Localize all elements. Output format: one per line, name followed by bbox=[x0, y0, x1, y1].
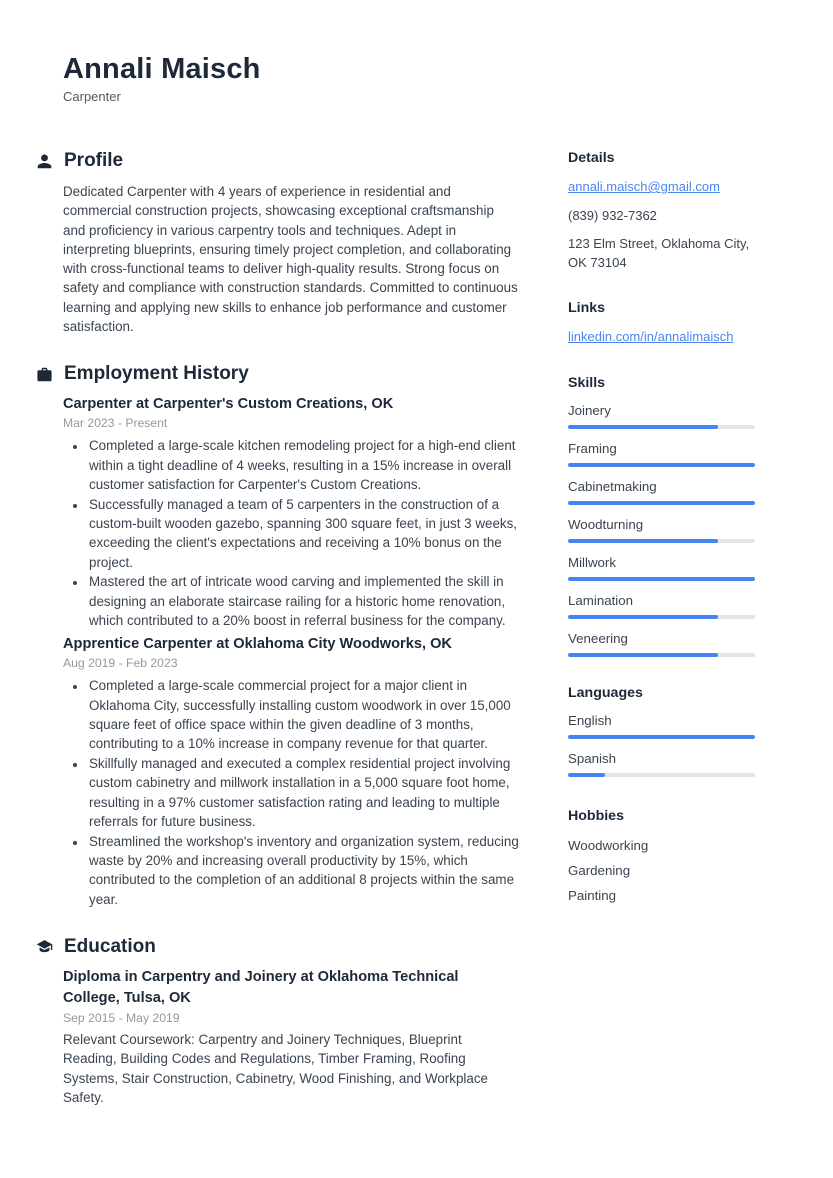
skill-item bbox=[568, 403, 755, 429]
skills-heading: Skills bbox=[568, 374, 606, 391]
education-heading bbox=[36, 936, 519, 958]
candidate-title: Carpenter bbox=[63, 89, 121, 104]
linkedin-link[interactable]: linkedin.com/in/annalimaisch bbox=[568, 329, 734, 344]
language-label: Spanish bbox=[568, 750, 617, 766]
details-heading: Details bbox=[568, 150, 615, 166]
profile-text: Dedicated Carpenter with 4 years of experience in residential and commercial construction projects, showcasing exceptional craftsmanship and proficiency in various carpentry tools and techniques. Adept in interpreting blueprints, ensuring timely project completion, and collaborating with cross-functional teams to deliver high-quality results. Strong focus on safety and compliance with construction standards. Committed to continuous learning and applying new skills to enhance job performance and customer satisfaction. bbox=[63, 184, 518, 335]
skill-bar-track bbox=[568, 501, 755, 505]
job-bullet: • Mastered the art of intricate wood carving and implemented the skill in designing an elaborate staircase railing for a historic home renovation, which contributed to a 20% boost in referral business for the company. bbox=[87, 572, 519, 630]
language-bar-track bbox=[568, 735, 755, 739]
skill-item bbox=[568, 479, 755, 505]
graduation-cap-icon bbox=[36, 938, 53, 955]
job-title: Apprentice Carpenter at Oklahoma City Woodworks, OK bbox=[63, 636, 452, 653]
skill-bar-track bbox=[568, 577, 755, 581]
sidebar-hobbies bbox=[568, 808, 755, 908]
skill-item bbox=[568, 593, 755, 619]
hobbies-heading: Hobbies bbox=[568, 807, 624, 824]
header bbox=[63, 52, 755, 104]
skill-bar-fill bbox=[568, 463, 755, 467]
skill-item bbox=[568, 441, 755, 467]
section-profile bbox=[36, 150, 519, 336]
language-item bbox=[568, 751, 755, 777]
skill-bar-fill bbox=[568, 653, 718, 657]
education-description: Relevant Coursework: Carpentry and Joinery Techniques, Blueprint Reading, Building Codes and Regulations, Timber Framing, Roofing Systems, Stair Construction, Cabinetry, Wood Finishing, and Workplace Safety. bbox=[63, 1031, 488, 1105]
skill-label: Woodturning bbox=[568, 516, 644, 532]
language-label: English bbox=[568, 712, 612, 728]
candidate-name: Annali Maisch bbox=[63, 53, 261, 85]
briefcase-icon bbox=[36, 366, 53, 383]
job-dates: Aug 2019 - Feb 2023 bbox=[63, 656, 178, 671]
job-entry bbox=[63, 394, 519, 630]
language-bar-fill bbox=[568, 735, 755, 739]
main-column bbox=[36, 150, 519, 1134]
skill-bar-track bbox=[568, 539, 755, 543]
language-bar-track bbox=[568, 773, 755, 777]
job-bullet-list bbox=[63, 436, 519, 630]
skill-bar-track bbox=[568, 425, 755, 429]
skill-bar-fill bbox=[568, 539, 718, 543]
email-link[interactable]: annali.maisch@gmail.com bbox=[568, 179, 720, 194]
employment-heading bbox=[36, 363, 519, 385]
section-education bbox=[36, 936, 519, 1107]
job-entry bbox=[63, 634, 519, 909]
sidebar-links bbox=[568, 300, 755, 347]
skill-item bbox=[568, 631, 755, 657]
hobby-item: Woodworking bbox=[568, 837, 649, 853]
hobby-item: Gardening bbox=[568, 862, 631, 878]
skill-label: Millwork bbox=[568, 554, 617, 570]
skill-label: Lamination bbox=[568, 592, 634, 608]
skill-label: Framing bbox=[568, 440, 617, 456]
person-icon bbox=[36, 153, 53, 170]
job-bullet: • Completed a large-scale kitchen remodeling project for a high-end client within a tight deadline of 4 weeks, resulting in a 15% increase in overall customer satisfaction for Carpenter's Custom Creations. bbox=[87, 436, 519, 494]
job-bullet: • Streamlined the workshop's inventory and organization system, reducing waste by 20% and increasing overall productivity by 15%, which contributed to the completion of an additional 8 projects within the same year. bbox=[87, 832, 519, 909]
employment-heading-label: Employment History bbox=[64, 363, 249, 385]
language-bar-fill bbox=[568, 773, 605, 777]
skill-label: Joinery bbox=[568, 402, 611, 418]
sidebar-skills bbox=[568, 375, 755, 657]
skill-bar-fill bbox=[568, 501, 755, 505]
job-bullet: • Completed a large-scale commercial project for a major client in Oklahoma City, successfully installing custom woodwork in over 15,000 square feet of office space within the given deadline of 3 months, contributing to a 10% increase in company revenue for that quarter. bbox=[87, 676, 519, 753]
profile-heading bbox=[36, 150, 519, 172]
education-heading-label: Education bbox=[64, 935, 156, 957]
skill-item bbox=[568, 555, 755, 581]
skill-bar-track bbox=[568, 463, 755, 467]
skill-bar-track bbox=[568, 615, 755, 619]
education-degree: Diploma in Carpentry and Joinery at Oklahoma Technical College, Tulsa, OK bbox=[63, 968, 459, 1006]
profile-heading-label: Profile bbox=[64, 150, 124, 171]
sidebar-details bbox=[568, 150, 755, 272]
education-dates: Sep 2015 - May 2019 bbox=[63, 1010, 180, 1025]
phone-number: (839) 932-7362 bbox=[568, 207, 657, 223]
section-employment bbox=[36, 363, 519, 909]
job-bullet: • Successfully managed a team of 5 carpenters in the construction of a custom-built wooden gazebo, spanning 300 square feet, in just 3 weeks, exceeding the client's expectations and receiving a 10% bonus on the project. bbox=[87, 495, 519, 572]
job-bullet: • Skillfully managed and executed a complex residential project involving custom cabinetry and millwork installation in a 5,000 square foot home, resulting in a 97% customer satisfaction rating and leading to multiple referrals for future business. bbox=[87, 754, 519, 831]
skill-bar-fill bbox=[568, 425, 718, 429]
skill-item bbox=[568, 517, 755, 543]
skill-label: Veneering bbox=[568, 630, 628, 646]
hobby-item: Painting bbox=[568, 887, 617, 903]
skill-label: Cabinetmaking bbox=[568, 478, 657, 494]
sidebar bbox=[568, 150, 755, 1134]
address: 123 Elm Street, Oklahoma City, OK 73104 bbox=[568, 236, 750, 270]
skill-bar-fill bbox=[568, 577, 755, 581]
languages-heading: Languages bbox=[568, 684, 643, 701]
language-item bbox=[568, 713, 755, 739]
links-heading: Links bbox=[568, 300, 606, 316]
job-title: Carpenter at Carpenter's Custom Creations, OK bbox=[63, 396, 394, 413]
sidebar-languages bbox=[568, 685, 755, 777]
job-dates: Mar 2023 - Present bbox=[63, 416, 168, 431]
skill-bar-fill bbox=[568, 615, 718, 619]
job-bullet-list bbox=[63, 676, 519, 909]
skill-bar-track bbox=[568, 653, 755, 657]
